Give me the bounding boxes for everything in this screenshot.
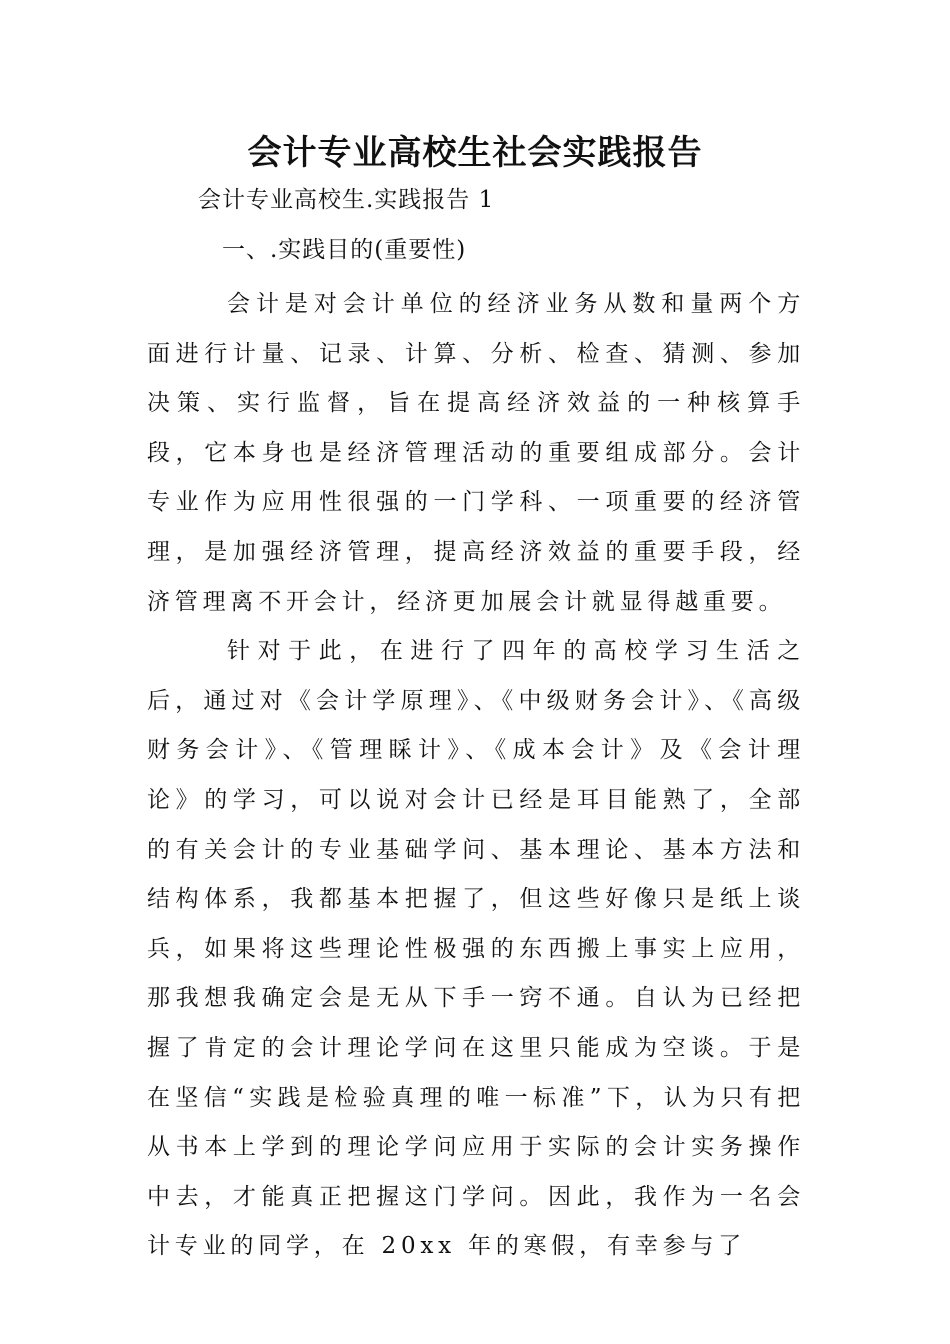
paragraph: 针对于此，在进行了四年的高校学习生活之后，通过对《会计学原理》、《中级财务会计》、《高级财务会计》、《管理睬计》、《成本会计》及《会计理论》的学习，可以说对会计已经是耳目能熟了，全部的有关会计的专业基础学问、基本理论、基本方法和结构体系，我都基本把握了，但这些好像只是纸上谈兵，如果将这些理论性极强的东西搬上事实上应用，那我想我确定会是无从下手一窍不通。自认为已经把握了肯定的会计理论学问在这里只能成为空谈。于是在坚信“实践是检验真理的唯一标准”下，认为只有把从书本上学到的理论学问应用于实际的会计实务操作中去，才能真正把握这门学问。因此，我作为一名会计专业的同学，在 20xx 年的寒假，有幸参与了 [147,638,805,1260]
report-subtitle: 会计专业高校生.实践报告 1 [198,187,495,213]
paragraph: 会计是对会计单位的经济业务从数和量两个方面进行计量、记录、计算、分析、检查、猜测、参加决策、实行监督，旨在提高经济效益的一种核算手段，它本身也是经济管理活动的重要组成部分。会计专业作为应用性很强的一门学科、一项重要的经济管理，是加强经济管理，提高经济效益的重要手段，经济管理离不开会计，经济更加展会计就显得越重要。 [147,291,805,615]
body-text [147,280,805,1272]
section-heading: 一、.实践目的(重要性) [222,237,467,263]
document-title: 会计专业高校生社会实践报告 [247,133,703,173]
